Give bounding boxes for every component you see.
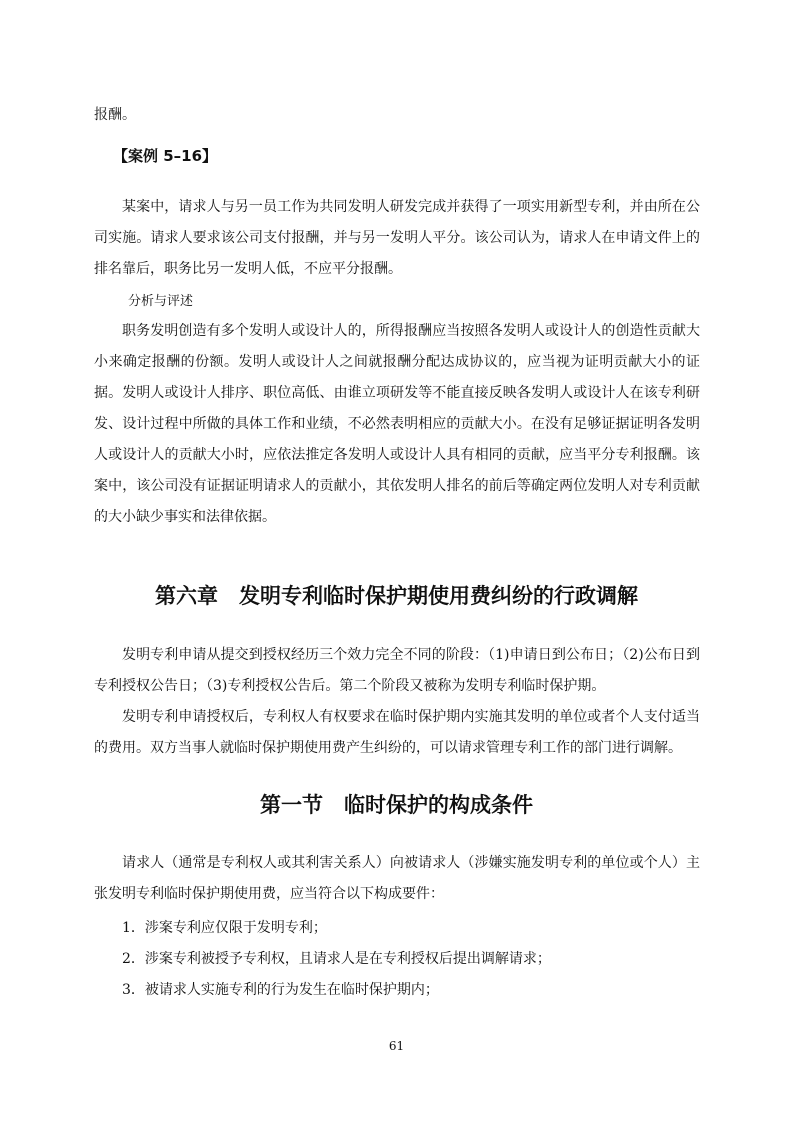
page-number: 61 [388, 1039, 405, 1053]
condition-item-1: 1．涉案专利应仅限于发明专利； [122, 920, 327, 936]
chapter-title: 第六章 发明专利临时保护期使用费纠纷的行政调解 [155, 584, 638, 608]
chapter-paragraph-1: 发明专利申请从提交到授权经历三个效力完全不同的阶段：（1)申请日到公布日；（2)公布日到专利授权公告日；（3)专利授权公告后。第二个阶段又被称为发明专利临时保护期。 [94, 647, 700, 694]
chapter-paragraph-2: 发明专利申请授权后，专利权人有权要求在临时保护期内实施其发明的单位或者个人支付适当的费用。双方当事人就临时保护期使用费产生纠纷的，可以请求管理专利工作的部门进行调解。 [94, 709, 700, 756]
analysis-label: 分析与评述 [128, 294, 194, 309]
carry-over-text: 报酬。 [94, 107, 136, 123]
analysis-paragraph: 职务发明创造有多个发明人或设计人的，所得报酬应当按照各发明人或设计人的创造性贡献大小来确定报酬的份额。发明人或设计人之间就报酬分配达成协议的，应当视为证明贡献大小的证据。发明人或设计人排序、职位高低、由谁立项研发等不能直接反映各发明人或设计人在该专利研发、设计过程中所做的具体工作和业绩，不必然表明相应的贡献大小。在没有足够证据证明各发明人或设计人的贡献大小时，应依法推定各发明人或设计人具有相同的贡献，应当平分专利报酬。该案中，该公司没有证据证明请求人的贡献小，其依发明人排名的前后等确定两位发明人对专利贡献的大小缺少事实和法律依据。 [94, 323, 700, 525]
case-paragraph: 某案中，请求人与另一员工作为共同发明人研发完成并获得了一项实用新型专利，并由所在公司实施。请求人要求该公司支付报酬，并与另一发明人平分。该公司认为，请求人在申请文件上的排名靠后，职务比另一发明人低，不应平分报酬。 [94, 199, 700, 277]
section-title: 第一节 临时保护的构成条件 [260, 793, 533, 817]
case-title: 【案例 5–16】 [113, 147, 218, 165]
condition-item-3: 3．被请求人实施专利的行为发生在临时保护期内； [122, 982, 439, 998]
condition-item-2: 2．涉案专利被授予专利权，且请求人是在专利授权后提出调解请求； [122, 951, 551, 967]
section-paragraph: 请求人（通常是专利权人或其利害关系人）向被请求人（涉嫌实施发明专利的单位或个人）主张发明专利临时保护期使用费，应当符合以下构成要件： [94, 855, 700, 902]
